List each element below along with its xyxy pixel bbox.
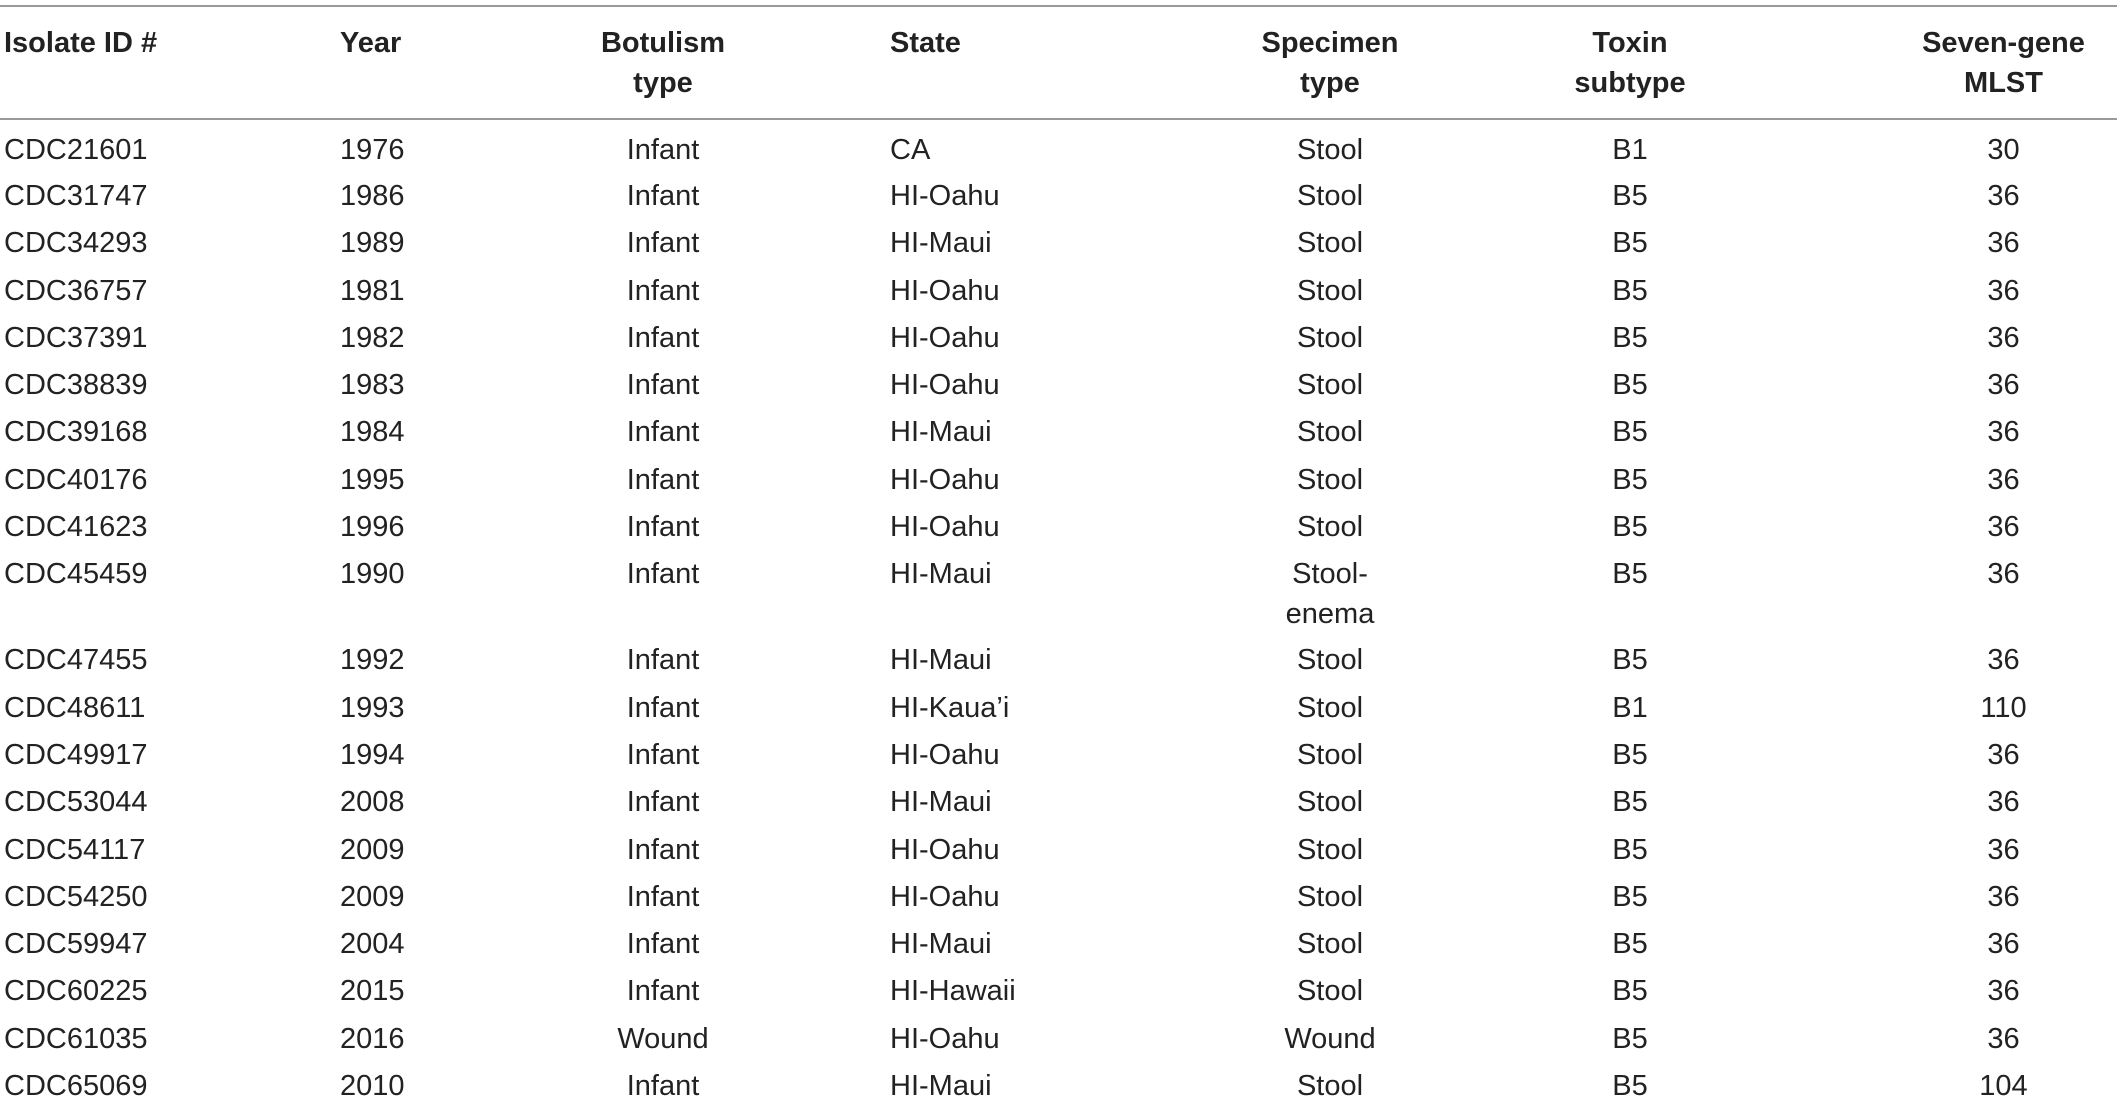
cell-toxin-subtype: B5 bbox=[1612, 975, 1648, 1008]
cell-isolate-id: CDC48611 bbox=[4, 691, 146, 724]
cell-isolate-id: CDC36757 bbox=[4, 274, 148, 307]
cell-specimen-type bbox=[1120, 971, 1450, 1018]
header-line: Seven-gene bbox=[1922, 27, 2085, 59]
cell-isolate-id: CDC34293 bbox=[4, 227, 148, 260]
cell-year: 1983 bbox=[340, 369, 405, 402]
header-line: Toxin bbox=[1592, 27, 1668, 59]
cell-toxin-subtype: B5 bbox=[1612, 1022, 1648, 1055]
table-row bbox=[0, 554, 2117, 640]
cell-year: 1995 bbox=[340, 463, 405, 496]
header-line: MLST bbox=[1964, 67, 2043, 99]
cell-toxin-subtype: B5 bbox=[1612, 558, 1648, 591]
table-body bbox=[0, 119, 2117, 1113]
cell-toxin-subtype: B5 bbox=[1612, 644, 1648, 677]
cell-seven-gene-mlst: 104 bbox=[1979, 1070, 2028, 1103]
cell-specimen-type bbox=[1120, 688, 1450, 735]
cell-state: HI-Maui bbox=[890, 644, 992, 677]
cell-specimen-type bbox=[1120, 782, 1450, 829]
cell-botulism-type: Infant bbox=[626, 880, 700, 913]
cell-specimen-type bbox=[1120, 924, 1450, 971]
cell-toxin-subtype: B5 bbox=[1612, 928, 1648, 961]
header-line: Year bbox=[340, 27, 402, 59]
cell-state: HI-Oahu bbox=[890, 180, 1000, 212]
cell-botulism-type: Infant bbox=[626, 463, 700, 496]
cell-year: 1976 bbox=[340, 134, 405, 166]
cell-specimen-type bbox=[1120, 119, 1450, 176]
cell-botulism-type: Infant bbox=[626, 227, 700, 260]
cell-line: enema bbox=[1285, 598, 1375, 631]
cell-isolate-id: CDC37391 bbox=[4, 321, 148, 354]
header-row bbox=[0, 6, 2117, 119]
header-botulism-type bbox=[564, 6, 882, 119]
cell-toxin-subtype: B1 bbox=[1612, 134, 1648, 166]
table-row bbox=[0, 223, 2117, 270]
cell-state: HI-Maui bbox=[890, 416, 992, 449]
cell-state: HI-Kaua’i bbox=[890, 691, 1010, 724]
cell-state: HI-Maui bbox=[890, 1070, 992, 1103]
cell-specimen-type bbox=[1120, 1019, 1450, 1066]
cell-year: 1996 bbox=[340, 511, 405, 544]
header-line: State bbox=[890, 27, 961, 59]
table-row bbox=[0, 877, 2117, 924]
cell-botulism-type: Infant bbox=[626, 558, 700, 591]
cell-specimen-type bbox=[1120, 507, 1450, 554]
cell-seven-gene-mlst: 36 bbox=[1987, 416, 2020, 449]
cell-seven-gene-mlst: 36 bbox=[1987, 738, 2020, 771]
cell-year: 2004 bbox=[340, 928, 405, 961]
header-line: Botulism bbox=[600, 27, 726, 59]
header-specimen-type bbox=[1120, 6, 1450, 119]
cell-isolate-id: CDC47455 bbox=[4, 644, 148, 677]
cell-state: HI-Oahu bbox=[890, 1022, 1000, 1055]
cell-line: Stool bbox=[1296, 416, 1364, 449]
cell-year: 1994 bbox=[340, 738, 405, 771]
cell-botulism-type: Infant bbox=[626, 511, 700, 544]
cell-seven-gene-mlst: 36 bbox=[1987, 369, 2020, 402]
table-row bbox=[0, 176, 2117, 223]
cell-isolate-id: CDC53044 bbox=[4, 786, 148, 819]
cell-specimen-type bbox=[1120, 271, 1450, 318]
cell-isolate-id: CDC41623 bbox=[4, 511, 148, 544]
cell-seven-gene-mlst: 36 bbox=[1987, 321, 2020, 354]
cell-botulism-type: Infant bbox=[626, 321, 700, 354]
cell-toxin-subtype: B5 bbox=[1612, 786, 1648, 819]
cell-specimen-type bbox=[1120, 830, 1450, 877]
cell-botulism-type: Wound bbox=[617, 1022, 709, 1055]
cell-seven-gene-mlst: 36 bbox=[1987, 463, 2020, 496]
cell-botulism-type: Infant bbox=[626, 975, 700, 1008]
isolate-table bbox=[0, 5, 2117, 1113]
cell-state: HI-Hawaii bbox=[890, 975, 1016, 1008]
cell-line: Stool bbox=[1296, 369, 1364, 402]
table-row bbox=[0, 412, 2117, 459]
header-year bbox=[338, 6, 564, 119]
cell-line: Stool bbox=[1296, 180, 1364, 212]
cell-specimen-type bbox=[1120, 460, 1450, 507]
cell-seven-gene-mlst: 36 bbox=[1987, 274, 2020, 307]
cell-toxin-subtype: B5 bbox=[1612, 1070, 1648, 1103]
cell-year: 1984 bbox=[340, 416, 405, 449]
cell-toxin-subtype: B5 bbox=[1612, 416, 1648, 449]
table-row bbox=[0, 119, 2117, 176]
cell-state: HI-Oahu bbox=[890, 463, 1000, 496]
header-state bbox=[882, 6, 1120, 119]
cell-seven-gene-mlst: 36 bbox=[1987, 786, 2020, 819]
table-row bbox=[0, 924, 2117, 971]
cell-seven-gene-mlst: 36 bbox=[1987, 180, 2020, 212]
cell-year: 1982 bbox=[340, 321, 405, 354]
cell-isolate-id: CDC40176 bbox=[4, 463, 148, 496]
cell-line: Stool bbox=[1296, 1070, 1364, 1103]
cell-line: Stool bbox=[1296, 833, 1364, 866]
table-row bbox=[0, 365, 2117, 412]
cell-botulism-type: Infant bbox=[626, 180, 700, 212]
header-line: Isolate ID # bbox=[4, 27, 158, 59]
cell-botulism-type: Infant bbox=[626, 1070, 700, 1103]
cell-line: Stool bbox=[1296, 511, 1364, 544]
table-row bbox=[0, 971, 2117, 1018]
cell-line: Wound bbox=[1284, 1022, 1376, 1055]
cell-toxin-subtype: B5 bbox=[1612, 738, 1648, 771]
cell-isolate-id: CDC54117 bbox=[4, 833, 146, 866]
header-line: type bbox=[633, 67, 693, 99]
cell-seven-gene-mlst: 36 bbox=[1987, 511, 2020, 544]
cell-seven-gene-mlst: 110 bbox=[1980, 691, 2027, 724]
table-row bbox=[0, 460, 2117, 507]
cell-toxin-subtype: B5 bbox=[1612, 321, 1648, 354]
cell-state: HI-Oahu bbox=[890, 738, 1000, 771]
cell-toxin-subtype: B5 bbox=[1612, 274, 1648, 307]
cell-specimen-type bbox=[1120, 223, 1450, 270]
cell-state: HI-Oahu bbox=[890, 833, 1000, 866]
table-row bbox=[0, 782, 2117, 829]
cell-line: Stool bbox=[1296, 227, 1364, 260]
cell-botulism-type: Infant bbox=[626, 928, 700, 961]
table-row bbox=[0, 640, 2117, 687]
cell-isolate-id: CDC59947 bbox=[4, 928, 148, 961]
cell-year: 2016 bbox=[340, 1022, 405, 1055]
cell-botulism-type: Infant bbox=[626, 134, 700, 166]
cell-state: HI-Maui bbox=[890, 227, 992, 260]
header-line: type bbox=[1300, 67, 1360, 99]
cell-year: 1990 bbox=[340, 558, 405, 591]
cell-toxin-subtype: B5 bbox=[1612, 227, 1648, 260]
cell-toxin-subtype: B1 bbox=[1612, 691, 1648, 724]
cell-botulism-type: Infant bbox=[626, 644, 700, 677]
cell-year: 2009 bbox=[340, 833, 405, 866]
cell-state: HI-Maui bbox=[890, 928, 992, 961]
cell-year: 2015 bbox=[340, 975, 405, 1008]
cell-line: Stool bbox=[1296, 975, 1364, 1008]
cell-line: Stool bbox=[1296, 738, 1364, 771]
header-line: subtype bbox=[1574, 67, 1686, 99]
cell-botulism-type: Infant bbox=[626, 738, 700, 771]
cell-botulism-type: Infant bbox=[626, 833, 700, 866]
cell-isolate-id: CDC61035 bbox=[4, 1022, 148, 1055]
cell-isolate-id: CDC65069 bbox=[4, 1070, 148, 1103]
cell-specimen-type bbox=[1120, 640, 1450, 687]
cell-state: HI-Oahu bbox=[890, 880, 1000, 913]
cell-line: Stool bbox=[1296, 274, 1364, 307]
cell-toxin-subtype: B5 bbox=[1612, 833, 1648, 866]
cell-year: 1989 bbox=[340, 227, 405, 260]
cell-botulism-type: Infant bbox=[626, 416, 700, 449]
cell-year: 2008 bbox=[340, 786, 405, 819]
cell-seven-gene-mlst: 36 bbox=[1987, 558, 2020, 591]
cell-line: Stool bbox=[1296, 928, 1364, 961]
cell-botulism-type: Infant bbox=[626, 691, 700, 724]
cell-seven-gene-mlst: 36 bbox=[1987, 833, 2020, 866]
cell-isolate-id: CDC38839 bbox=[4, 369, 148, 402]
cell-state: HI-Oahu bbox=[890, 369, 1000, 402]
cell-line: Stool- bbox=[1292, 558, 1368, 591]
cell-specimen-type bbox=[1120, 365, 1450, 412]
cell-line: Stool bbox=[1296, 691, 1364, 724]
table-header bbox=[0, 6, 2117, 119]
cell-line: Stool bbox=[1296, 463, 1364, 496]
cell-isolate-id: CDC21601 bbox=[4, 134, 148, 166]
cell-state: HI-Oahu bbox=[890, 321, 1000, 354]
cell-year: 2009 bbox=[340, 880, 405, 913]
cell-year: 1981 bbox=[340, 274, 405, 307]
table-row bbox=[0, 735, 2117, 782]
header-isolate-id bbox=[0, 6, 338, 119]
cell-seven-gene-mlst: 30 bbox=[1987, 134, 2020, 166]
cell-toxin-subtype: B5 bbox=[1612, 180, 1648, 212]
cell-specimen-type bbox=[1120, 176, 1450, 223]
cell-state: HI-Oahu bbox=[890, 274, 1000, 307]
cell-toxin-subtype: B5 bbox=[1612, 880, 1648, 913]
cell-seven-gene-mlst: 36 bbox=[1987, 928, 2020, 961]
cell-state: HI-Maui bbox=[890, 786, 992, 819]
cell-specimen-type bbox=[1120, 554, 1450, 640]
table-row bbox=[0, 830, 2117, 877]
cell-specimen-type bbox=[1120, 735, 1450, 782]
header-seven-gene-mlst bbox=[1750, 6, 2117, 119]
cell-specimen-type bbox=[1120, 318, 1450, 365]
cell-isolate-id: CDC49917 bbox=[4, 738, 148, 771]
header-line: Specimen bbox=[1261, 27, 1399, 59]
cell-seven-gene-mlst: 36 bbox=[1987, 1022, 2020, 1055]
cell-seven-gene-mlst: 36 bbox=[1987, 227, 2020, 260]
cell-line: Stool bbox=[1296, 880, 1364, 913]
cell-year: 1993 bbox=[340, 691, 405, 724]
cell-state: HI-Maui bbox=[890, 558, 992, 591]
table-row bbox=[0, 507, 2117, 554]
cell-state: HI-Oahu bbox=[890, 511, 1000, 544]
cell-toxin-subtype: B5 bbox=[1612, 511, 1648, 544]
table-row bbox=[0, 1019, 2117, 1066]
cell-specimen-type bbox=[1120, 877, 1450, 924]
cell-toxin-subtype: B5 bbox=[1612, 369, 1648, 402]
cell-state: CA bbox=[890, 134, 931, 166]
cell-botulism-type: Infant bbox=[626, 274, 700, 307]
table-row bbox=[0, 318, 2117, 365]
cell-line: Stool bbox=[1296, 644, 1364, 677]
cell-line: Stool bbox=[1296, 786, 1364, 819]
cell-year: 1992 bbox=[340, 644, 405, 677]
cell-specimen-type bbox=[1120, 412, 1450, 459]
cell-isolate-id: CDC31747 bbox=[4, 180, 148, 212]
cell-isolate-id: CDC54250 bbox=[4, 880, 148, 913]
header-toxin-subtype bbox=[1450, 6, 1750, 119]
cell-seven-gene-mlst: 36 bbox=[1987, 644, 2020, 677]
cell-botulism-type: Infant bbox=[626, 369, 700, 402]
cell-seven-gene-mlst: 36 bbox=[1987, 880, 2020, 913]
cell-line: Stool bbox=[1296, 134, 1364, 166]
cell-year: 2010 bbox=[340, 1070, 405, 1103]
cell-isolate-id: CDC60225 bbox=[4, 975, 148, 1008]
cell-year: 1986 bbox=[340, 180, 405, 212]
cell-botulism-type: Infant bbox=[626, 786, 700, 819]
cell-seven-gene-mlst: 36 bbox=[1987, 975, 2020, 1008]
cell-isolate-id: CDC39168 bbox=[4, 416, 148, 449]
cell-isolate-id: CDC45459 bbox=[4, 558, 148, 591]
cell-toxin-subtype: B5 bbox=[1612, 463, 1648, 496]
table-row bbox=[0, 688, 2117, 735]
cell-line: Stool bbox=[1296, 321, 1364, 354]
table-row bbox=[0, 271, 2117, 318]
